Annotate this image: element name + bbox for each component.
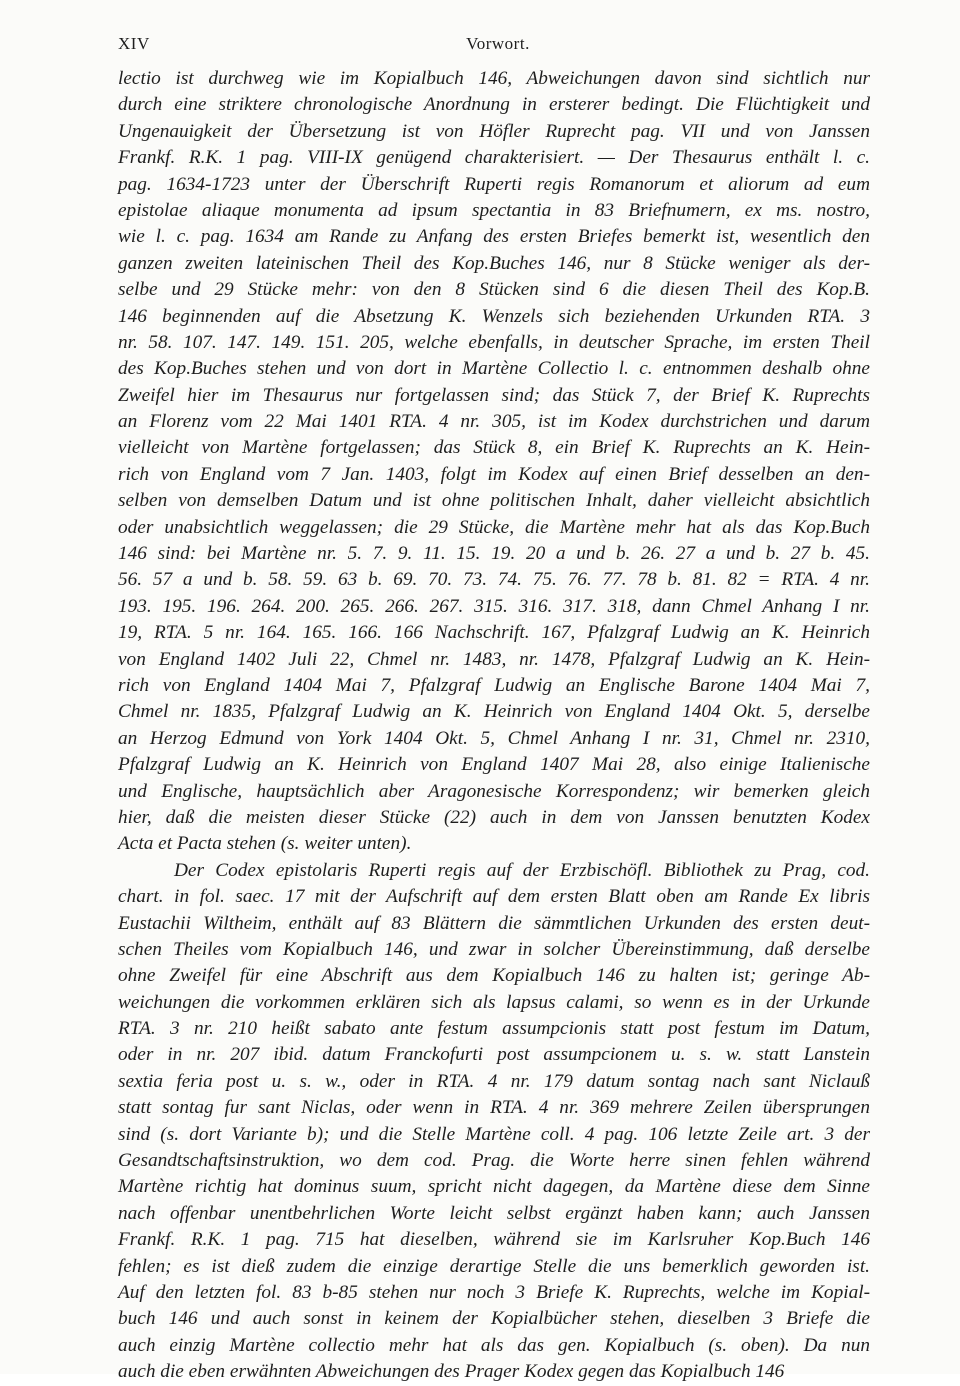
paragraph: [118, 858, 870, 1386]
text-line: ganzen zweiten lateinischen Theil des Kop.Buches 146, nur 8 Stücke weniger als der-: [118, 252, 870, 274]
text-line: auch einzig Martène collectio mehr hat als das gen. Kopialbuch (s. oben). Da nun: [118, 1334, 870, 1356]
text-line: Chmel nr. 1835, Pfalzgraf Ludwig an K. Heinrich von England 1404 Okt. 5, derselbe: [118, 701, 870, 723]
text-line: Ungenauigkeit der Übersetzung ist von Höfler Ruprecht pag. VII und von Janssen: [118, 120, 870, 142]
body-text: [118, 66, 870, 1386]
text-line: Der Codex epistolaris Ruperti regis auf der Erzbischöfl. Bibliothek zu Prag, cod.: [174, 859, 870, 881]
running-title: Vorwort.: [466, 34, 530, 53]
text-line: selben von demselben Datum und ist ohne politischen Inhalt, daher vielleicht absichtlich: [118, 490, 870, 512]
text-line: schen Theiles vom Kopialbuch 146, und zwar in solcher Übereinstimmung, daß derselbe: [118, 938, 870, 960]
text-line: epistolae aliaque monumenta ad ipsum spectantia in 83 Briefnumern, ex ms. nostro,: [118, 199, 870, 221]
text-line: Pfalzgraf Ludwig an K. Heinrich von England 1407 Mai 28, also einige Italienische: [118, 754, 870, 776]
text-line: 146 beginnenden auf die Absetzung K. Wenzels sich beziehenden Urkunden RTA. 3: [118, 305, 870, 327]
text-line: Eustachii Wiltheim, enthält auf 83 Blättern die sämmtlichen Urkunden des ersten deut-: [118, 912, 870, 934]
text-line: Acta et Pacta stehen (s. weiter unten).: [118, 833, 412, 855]
page-number: XIV: [118, 34, 150, 53]
text-line: durch eine striktere chronologische Anordnung in ersterer bedingt. Die Flüchtigkeit und: [118, 94, 870, 116]
text-line: selbe und 29 Stücke mehr: von den 8 Stücken sind 6 die diesen Theil des Kop.B.: [118, 279, 870, 301]
text-line: sind (s. dort Variante b); und die Stelle Martène coll. 4 pag. 106 letzte Zeile art. 3 der: [118, 1123, 870, 1145]
text-line: vielleicht von Martène fortgelassen; das Stück 8, ein Brief K. Ruprechts an K. Hein-: [118, 437, 870, 459]
text-line: statt sontag fur sant Niclas, oder wenn in RTA. 4 nr. 369 mehrere Zeilen übersprungen: [118, 1097, 870, 1119]
text-line: Auf den letzten fol. 83 b-85 stehen nur noch 3 Briefe K. Ruprechts, welche im Kopial-: [118, 1281, 870, 1303]
text-line: fehlen; es ist dieß zudem die einzige derartige Stelle die uns bemerklich geworden ist.: [118, 1255, 870, 1277]
text-line: hier, daß die meisten dieser Stücke (22) auch in dem von Janssen benutzten Kodex: [118, 806, 870, 828]
text-line: des Kop.Buches stehen und von dort in Martène Collectio l. c. entnommen deshalb ohne: [118, 358, 870, 380]
text-line: von England 1402 Juli 22, Chmel nr. 1483, nr. 1478, Pfalzgraf Ludwig an K. Hein-: [118, 648, 870, 670]
paragraph: [118, 66, 870, 858]
text-line: RTA. 3 nr. 210 heißt sabato ante festum assumpcionis statt post festum im Datum,: [118, 1018, 870, 1040]
text-line: chart. in fol. saec. 17 mit der Aufschrift auf dem ersten Blatt oben am Rande Ex libris: [118, 886, 870, 908]
text-line: ohne Zweifel für eine Abschrift aus dem Kopialbuch 146 zu halten ist; geringe Ab-: [118, 965, 870, 987]
text-line: rich von England vom 7 Jan. 1403, folgt im Kodex auf einen Brief desselben an den-: [118, 463, 870, 485]
text-line: oder in nr. 207 ibid. datum Franckofurti post assumpcionem u. s. w. statt Lanstein: [118, 1044, 870, 1066]
text-line: an Florenz vom 22 Mai 1401 RTA. 4 nr. 305, ist im Kodex durchstrichen und darum: [118, 411, 870, 433]
text-line: auch die eben erwähnten Abweichungen des Prager Kodex gegen das Kopialbuch 146: [118, 1361, 785, 1383]
text-line: rich von England 1404 Mai 7, Pfalzgraf Ludwig an Englische Barone 1404 Mai 7,: [118, 674, 870, 696]
page-header: [118, 34, 878, 60]
text-line: weichungen die vorkommen erklären sich als lapsus calami, so wenn es in der Urkunde: [118, 991, 870, 1013]
text-line: lectio ist durchweg wie im Kopialbuch 146, Abweichungen davon sind sichtlich nur: [118, 68, 870, 89]
text-line: an Herzog Edmund von York 1404 Okt. 5, Chmel Anhang I nr. 31, Chmel nr. 2310,: [118, 727, 870, 749]
text-line: nr. 58. 107. 147. 149. 151. 205, welche ebenfalls, in deutscher Sprache, im ersten Theil: [118, 331, 870, 353]
text-line: und Englische, hauptsächlich aber Aragonesische Korrespondenz; wir bemerken gleich: [118, 780, 870, 802]
text-line: nach offenbar unentbehrlichen Worte leicht selbst ergänzt haben kann; auch Janssen: [118, 1202, 870, 1224]
text-line: 19, RTA. 5 nr. 164. 165. 166. 166 Nachschrift. 167, Pfalzgraf Ludwig an K. Heinrich: [118, 622, 870, 644]
text-line: Frankf. R.K. 1 pag. 715 hat dieselben, während sie im Karlsruher Kop.Buch 146: [118, 1229, 870, 1251]
text-line: 146 sind: bei Martène nr. 5. 7. 9. 11. 15. 19. 20 a und b. 26. 27 a und b. 27 b. 45.: [118, 543, 870, 565]
text-line: buch 146 und auch sonst in keinem der Kopialbücher stehen, dieselben 3 Briefe die: [118, 1308, 870, 1330]
text-line: sextia feria post u. s. w., oder in RTA. 4 nr. 179 datum sontag nach sant Niclauß: [118, 1070, 870, 1092]
text-line: Gesandtschaftsinstruktion, wo dem cod. Prag. die Worte herre sinen fehlen während: [118, 1150, 870, 1172]
text-line: Martène richtig hat dominus suum, spricht nicht dagegen, da Martène diese dem Sinne: [118, 1176, 870, 1198]
text-line: Frankf. R.K. 1 pag. VIII-IX genügend charakterisiert. — Der Thesaurus enthält l. c.: [118, 147, 870, 169]
text-line: Zweifel hier im Thesaurus nur fortgelassen sind; das Stück 7, der Brief K. Ruprechts: [118, 384, 870, 406]
text-line: 193. 195. 196. 264. 200. 265. 266. 267. 315. 316. 317. 318, dann Chmel Anhang I nr.: [118, 595, 870, 617]
text-line: pag. 1634-1723 unter der Überschrift Ruperti regis Romanorum et aliorum ad eum: [118, 173, 870, 195]
text-line: oder unabsichtlich weggelassen; die 29 Stücke, die Martène mehr hat als das Kop.Buch: [118, 516, 870, 538]
text-line: 56. 57 a und b. 58. 59. 63 b. 69. 70. 73. 74. 75. 76. 77. 78 b. 81. 82 = RTA. 4 nr.: [118, 569, 870, 591]
text-line: wie l. c. pag. 1634 am Rande zu Anfang des ersten Briefes bemerkt ist, wesentlich den: [118, 226, 870, 248]
